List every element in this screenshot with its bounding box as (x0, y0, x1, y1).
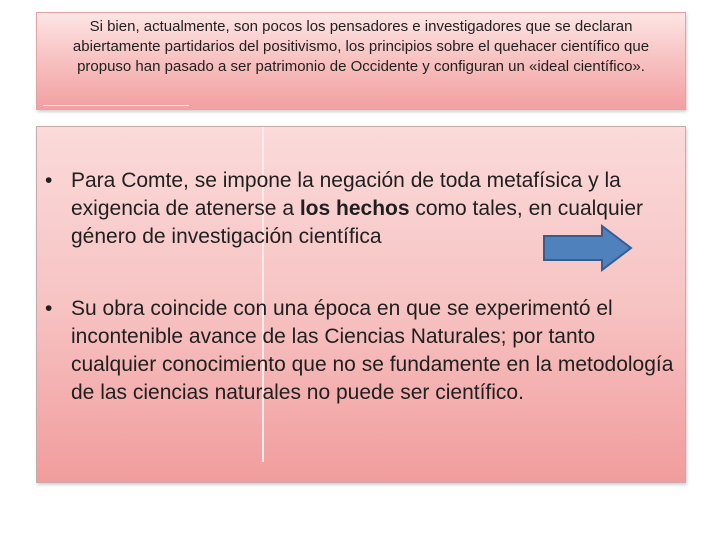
right-arrow-icon (542, 224, 634, 272)
header-underline (43, 105, 189, 106)
bullet-text: Su obra coincide con una época en que se experimentó el incontenible avance de las Ciencias Naturales; por tanto cualquier conocimiento que no se fundamente en la metodología de las ciencias naturales no puede ser científico. (71, 297, 674, 404)
bullet-text-bold: los hechos (299, 197, 410, 220)
arrow-shape (544, 226, 631, 270)
header-text-box (36, 12, 686, 110)
bullet-marker: • (45, 297, 53, 320)
bullet-text-before: Para Comte, se impone la negación de toda metafísica y la exigencia de atenerse a (71, 169, 621, 220)
bullet-text-after: como tales, en cualquier género de investigación científica (71, 197, 643, 248)
bullet-marker: • (45, 169, 53, 192)
header-paragraph: Si bien, actualmente, son pocos los pensadores e investigadores que se declaran abiertamente partidarios del positivismo, los principios sobre el quehacer científico que propuso han pasado a ser patrimonio de Occidente y configuran un «ideal científico». (72, 18, 650, 75)
content-box (36, 126, 686, 483)
